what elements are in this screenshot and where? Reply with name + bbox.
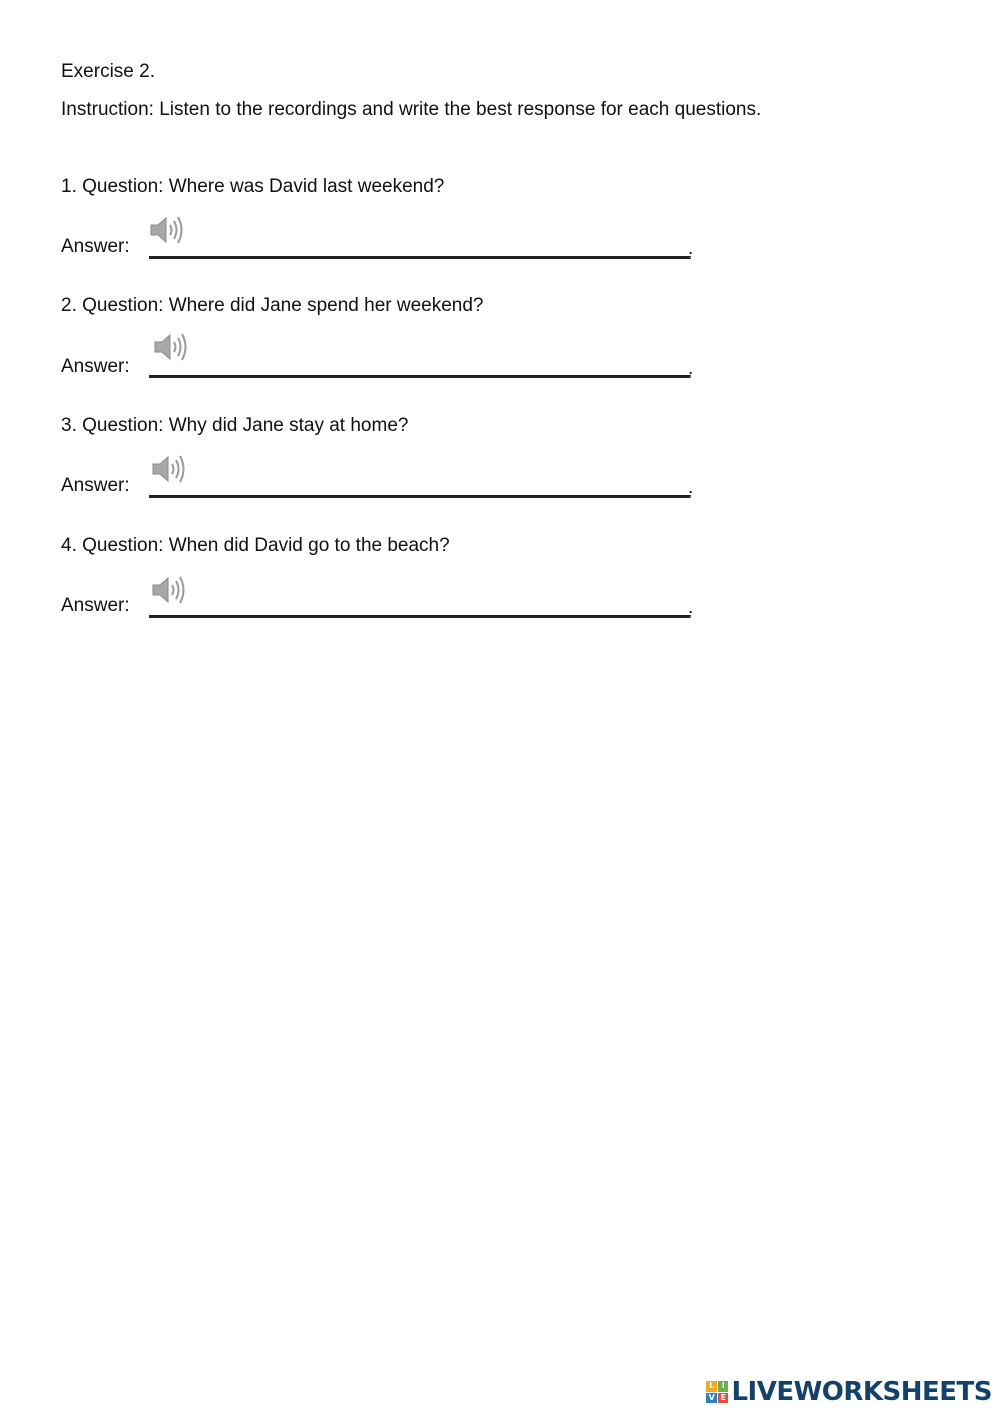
answer-input-4[interactable] bbox=[149, 615, 691, 618]
audio-button-1[interactable] bbox=[149, 214, 185, 246]
logo-mark-letter: V bbox=[706, 1393, 717, 1404]
speaker-icon bbox=[153, 331, 189, 363]
audio-button-2[interactable] bbox=[153, 331, 189, 363]
answer-period-1: . bbox=[688, 238, 694, 259]
answer-label-3: Answer: bbox=[61, 475, 130, 496]
audio-button-3[interactable] bbox=[151, 453, 187, 485]
page-title: Exercise 2. bbox=[61, 61, 155, 82]
liveworksheets-logo[interactable] bbox=[706, 1377, 992, 1407]
logo-mark-letter: I bbox=[718, 1381, 729, 1392]
question-1: 1. Question: Where was David last weekend? bbox=[61, 176, 445, 197]
question-3: 3. Question: Why did Jane stay at home? bbox=[61, 415, 409, 436]
speaker-icon bbox=[151, 574, 187, 606]
answer-label-4: Answer: bbox=[61, 595, 130, 616]
logo-text: LIVEWORKSHEETS bbox=[731, 1377, 992, 1407]
question-4: 4. Question: When did David go to the beach? bbox=[61, 535, 450, 556]
answer-period-2: . bbox=[688, 358, 694, 379]
answer-label-2: Answer: bbox=[61, 356, 130, 377]
answer-period-3: . bbox=[688, 477, 694, 498]
logo-mark-letter: L bbox=[706, 1381, 717, 1392]
answer-label-1: Answer: bbox=[61, 236, 130, 257]
logo-mark-letter: E bbox=[718, 1393, 729, 1404]
logo-mark-icon bbox=[706, 1381, 728, 1403]
speaker-icon bbox=[151, 453, 187, 485]
answer-input-2[interactable] bbox=[149, 375, 691, 378]
speaker-icon bbox=[149, 214, 185, 246]
instruction-text: Instruction: Listen to the recordings and write the best response for each questions. bbox=[61, 99, 762, 120]
answer-input-3[interactable] bbox=[149, 495, 691, 498]
answer-input-1[interactable] bbox=[149, 256, 691, 259]
audio-button-4[interactable] bbox=[151, 574, 187, 606]
answer-period-4: . bbox=[688, 597, 694, 618]
question-2: 2. Question: Where did Jane spend her weekend? bbox=[61, 295, 484, 316]
